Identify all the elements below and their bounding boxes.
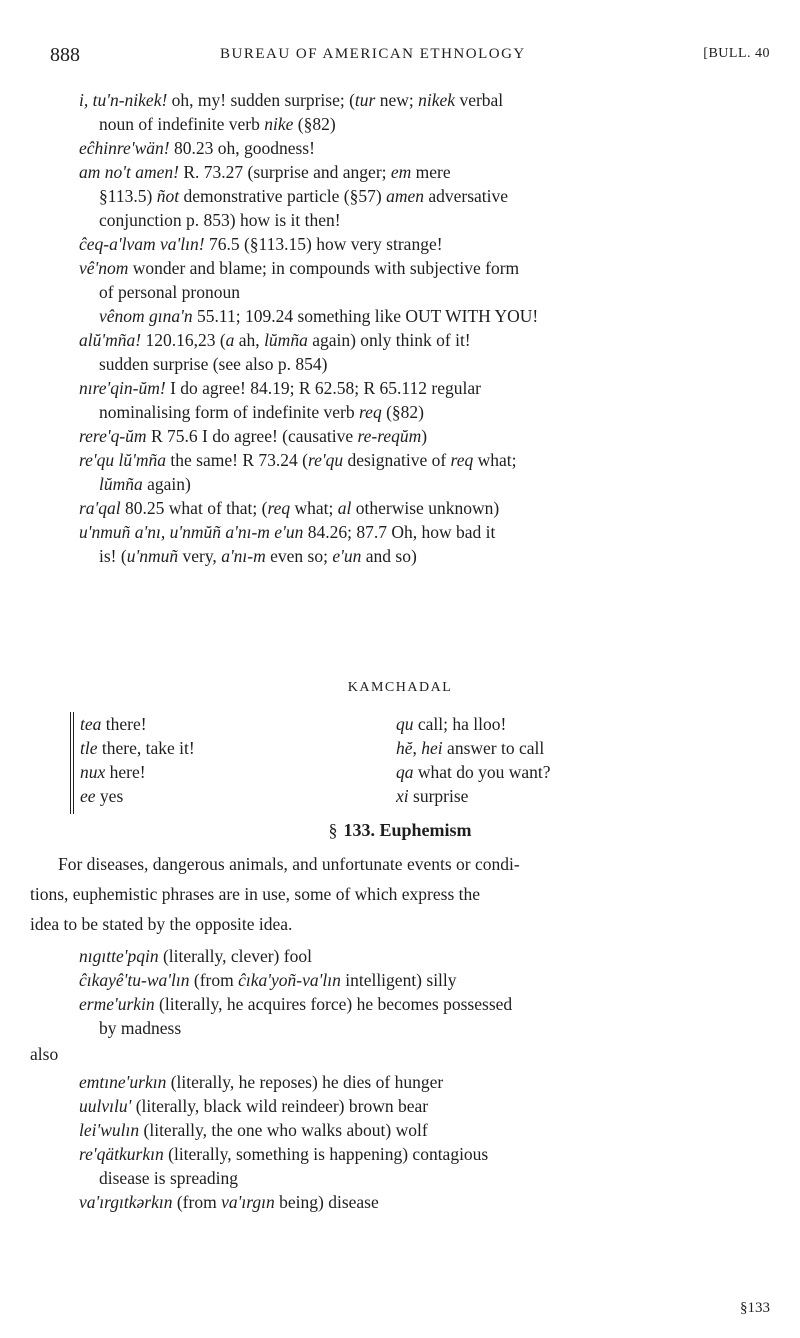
- entry-line: eĉhinre'wän! 80.23 oh, goodness!: [79, 138, 315, 158]
- kamchadal-item: ee yes: [80, 786, 124, 806]
- footer-section-ref: §133: [740, 1300, 770, 1316]
- euphemism-item: disease is spreading: [99, 1168, 238, 1188]
- entry-line: conjunction p. 853) how is it then!: [99, 210, 341, 230]
- page-number: 888: [50, 44, 80, 66]
- entry-line: i, tu'n-nikek! oh, my! sudden surprise; (tur new; nikek verbal: [79, 90, 504, 110]
- euphemism-item: nıgıtte'pqin (literally, clever) fool: [79, 946, 312, 966]
- also-label: also: [30, 1044, 59, 1064]
- entry-line: ra'qal 80.25 what of that; (req what; al otherwise unknown): [79, 498, 500, 518]
- bulletin-number: [BULL. 40: [703, 46, 770, 61]
- euphemism-item: va'ırgıtkərkın (from va'ırgın being) disease: [79, 1192, 379, 1212]
- kamchadal-item: hĕ, hei answer to call: [396, 738, 545, 758]
- entry-line: noun of indefinite verb nike (§82): [99, 114, 336, 134]
- section-heading: § 133. Euphemism: [328, 820, 472, 840]
- euphemism-item: ĉıkayê'tu-wa'lın (from ĉıka'yoñ-va'lın intelligent) silly: [79, 970, 457, 990]
- kamchadal-item: xi surprise: [396, 786, 469, 806]
- kamchadal-heading: KAMCHADAL: [347, 680, 453, 695]
- page-header: [50, 40, 770, 70]
- entry-line: ĉeq-a'lvam va'lın! 76.5 (§113.15) how very strange!: [79, 234, 443, 254]
- entry-line: vênom gına'n 55.11; 109.24 something like OUT WITH YOU!: [99, 306, 539, 326]
- euphemism-item: emtıne'urkın (literally, he reposes) he dies of hunger: [79, 1072, 444, 1092]
- euphemism-item: by madness: [99, 1018, 182, 1038]
- euphemism-item: erme'urkin (literally, he acquires force) he becomes possessed: [79, 994, 513, 1014]
- euphemism-item: uulvılu' (literally, black wild reindeer) brown bear: [79, 1096, 429, 1116]
- kamchadal-item: nux here!: [80, 762, 146, 782]
- entry-line: am no't amen! R. 73.27 (surprise and anger; em mere: [79, 162, 451, 182]
- entry-line: of personal pronoun: [99, 282, 240, 302]
- entry-line: is! (u'nmuñ very, a'nı-m even so; e'un and so): [99, 546, 417, 566]
- kamchadal-item: qa what do you want?: [396, 762, 551, 782]
- entry-line: vê'nom wonder and blame; in compounds with subjective form: [79, 258, 520, 278]
- paragraph-line: idea to be stated by the opposite idea.: [30, 914, 293, 934]
- kamchadal-item: tea there!: [80, 714, 147, 734]
- entry-line: lŭmña again): [99, 474, 191, 494]
- entry-line: nıre'qin-ŭm! I do agree! 84.19; R 62.58; R 65.112 regular: [79, 378, 481, 398]
- entry-line: §113.5) ñot demonstrative particle (§57) amen adversative: [99, 186, 509, 206]
- entry-line: nominalising form of indefinite verb req (§82): [99, 402, 424, 422]
- bracket-rule: [70, 712, 74, 814]
- euphemism-item: lei'wulın (literally, the one who walks about) wolf: [79, 1120, 428, 1140]
- entry-line: u'nmuñ a'nı, u'nmŭñ a'nı-m e'un 84.26; 87.7 Oh, how bad it: [79, 522, 496, 542]
- paragraph-line: tions, euphemistic phrases are in use, some of which express the: [30, 884, 481, 904]
- entry-line: re'qu lŭ'mña the same! R 73.24 (re'qu designative of req what;: [79, 450, 517, 470]
- running-title: BUREAU OF AMERICAN ETHNOLOGY: [220, 46, 526, 62]
- entry-line: rere'q-ŭm R 75.6 I do agree! (causative re-reqŭm): [79, 426, 428, 446]
- paragraph-line: For diseases, dangerous animals, and unfortunate events or condi-: [58, 854, 520, 874]
- euphemism-item: re'qätkurkın (literally, something is happening) contagious: [79, 1144, 489, 1164]
- kamchadal-item: qu call; ha lloo!: [396, 714, 507, 734]
- kamchadal-item: tle there, take it!: [80, 738, 195, 758]
- entry-line: alŭ'mña! 120.16,23 (a ah, lŭmña again) only think of it!: [79, 330, 471, 350]
- entry-line: sudden surprise (see also p. 854): [99, 354, 328, 374]
